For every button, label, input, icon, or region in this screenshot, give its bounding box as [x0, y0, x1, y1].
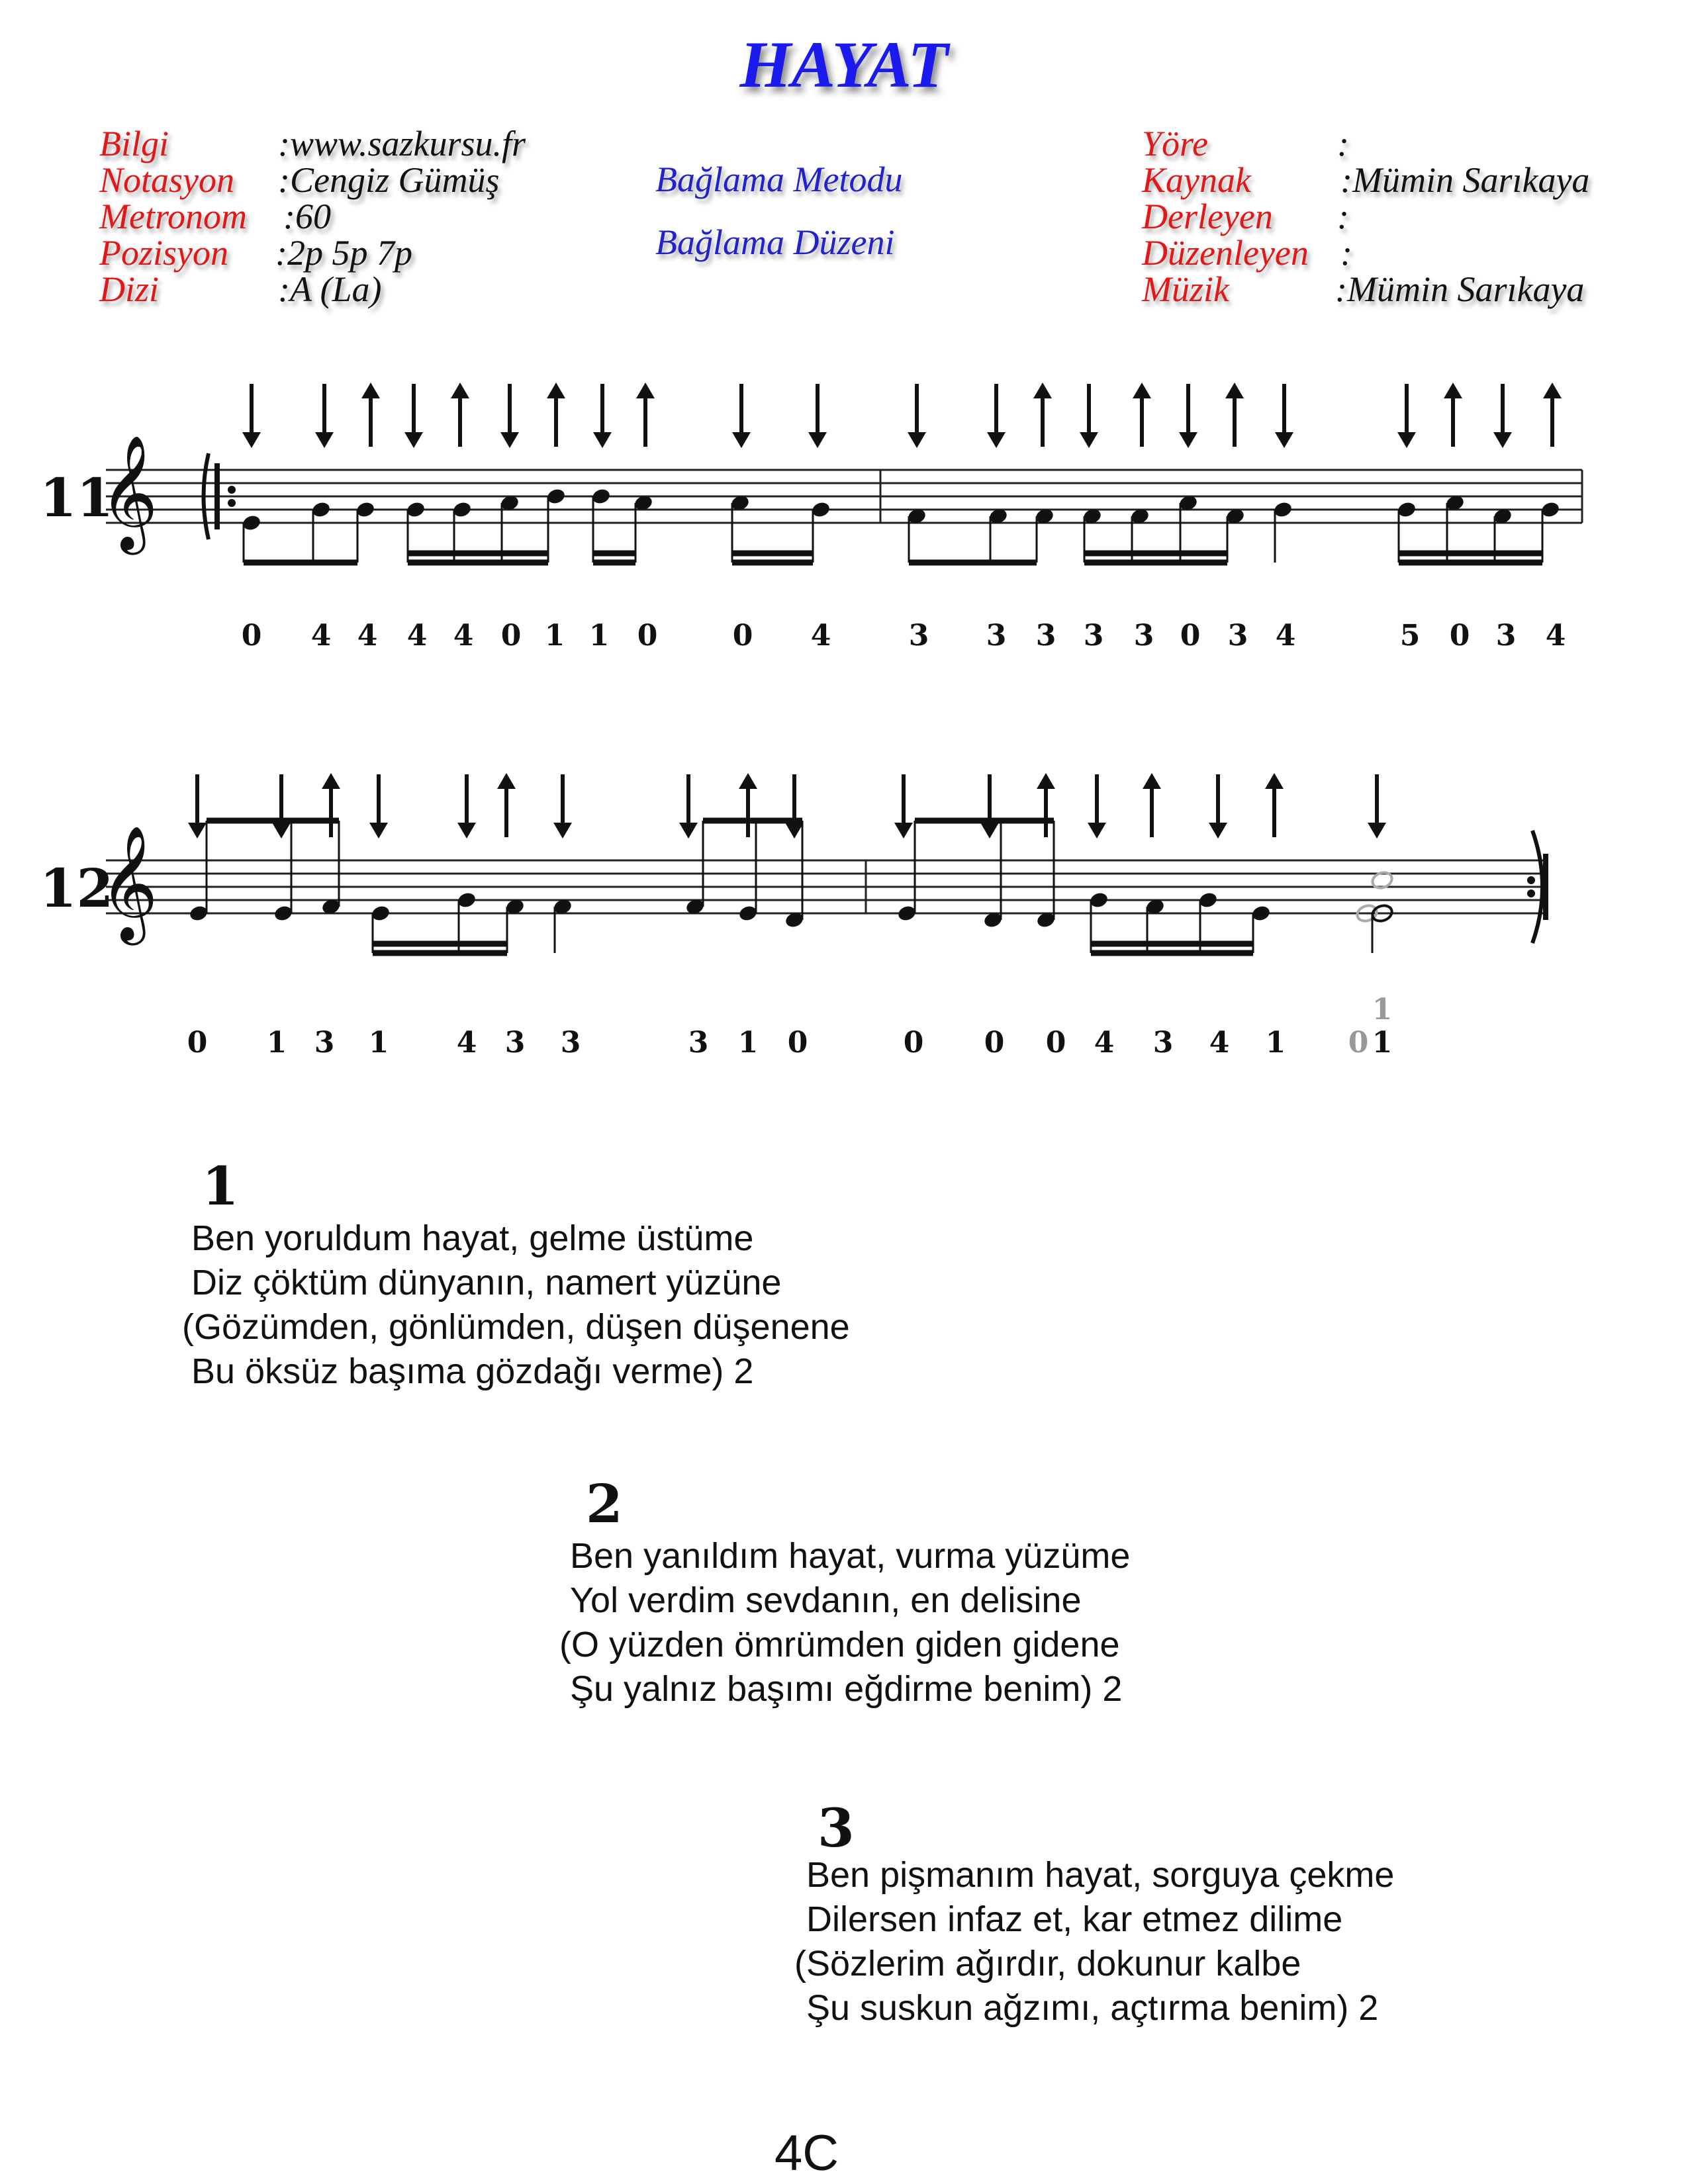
up-stroke-arrow-icon — [1543, 383, 1562, 398]
info-label: Pozisyon — [99, 233, 228, 273]
up-stroke-arrow-icon — [1444, 383, 1462, 398]
info-label: Dizi — [99, 269, 160, 309]
up-stroke-arrow-icon — [739, 773, 757, 789]
down-stroke-arrow-icon — [1179, 432, 1197, 448]
up-stroke-arrow-icon — [322, 773, 340, 789]
info-value: :60 — [283, 197, 331, 236]
info-value: :Mümin Sarıkaya — [1335, 269, 1585, 309]
info-value: :www.sazkursu.fr — [278, 124, 526, 163]
info-label: Yöre — [1142, 124, 1209, 163]
fret-number: 4 — [456, 1026, 477, 1060]
verse-1 — [182, 1216, 850, 1394]
fret-number: 1 — [368, 1026, 389, 1060]
song-title: HAYAT — [739, 28, 949, 101]
down-stroke-arrow-icon — [679, 823, 698, 839]
up-stroke-arrow-icon — [361, 383, 380, 398]
verse-line: Yol verdim sevdanın, en delisine — [570, 1580, 1082, 1620]
down-stroke-arrow-icon — [894, 823, 913, 839]
fret-number: 0 — [1045, 1026, 1066, 1060]
down-stroke-arrow-icon — [553, 823, 572, 839]
down-stroke-arrow-icon — [1493, 432, 1512, 448]
down-stroke-arrow-icon — [987, 432, 1006, 448]
info-value: :A (La) — [278, 269, 382, 309]
up-stroke-arrow-icon — [1133, 383, 1151, 398]
info-label: Bilgi — [99, 124, 169, 163]
fret-number: 4 — [406, 619, 428, 653]
down-stroke-arrow-icon — [188, 823, 207, 839]
verse-line: (Gözümden, gönlümden, düşen düşenene — [182, 1307, 850, 1347]
down-stroke-arrow-icon — [369, 823, 388, 839]
fret-number: 3 — [688, 1026, 709, 1060]
info-value: :2p 5p 7p — [275, 233, 412, 273]
fret-number: 3 — [560, 1026, 581, 1060]
fret-number: 1 — [266, 1026, 287, 1060]
down-stroke-arrow-icon — [457, 823, 476, 839]
info-value: : — [1337, 124, 1349, 163]
down-stroke-arrow-icon — [500, 432, 519, 448]
up-stroke-arrow-icon — [547, 383, 565, 398]
verse-number: 3 — [818, 1797, 855, 1859]
up-stroke-arrow-icon — [1037, 773, 1055, 789]
down-stroke-arrow-icon — [1080, 432, 1098, 448]
repeat-dot — [228, 499, 236, 507]
verse-line: Ben pişmanım hayat, sorguya çekme — [806, 1855, 1395, 1895]
fret-number: 3 — [314, 1026, 335, 1060]
info-value: : — [1337, 197, 1349, 236]
fret-number: 3 — [986, 619, 1007, 653]
fret-number: 4 — [310, 619, 332, 653]
up-stroke-arrow-icon — [1143, 773, 1161, 789]
fret-number: 3 — [504, 1026, 526, 1060]
up-stroke-arrow-icon — [451, 383, 469, 398]
verse-line: Şu yalnız başımı eğdirme benim) 2 — [570, 1669, 1123, 1709]
fret-number-upper: 1 — [1372, 993, 1393, 1026]
treble-clef: 𝄞 — [99, 435, 158, 550]
info-label: Metronom — [99, 197, 247, 236]
down-stroke-arrow-icon — [1368, 823, 1386, 839]
fret-number: 0 — [187, 1026, 208, 1060]
verse-3 — [794, 1853, 1394, 2030]
fret-number: 3 — [908, 619, 929, 653]
repeat-dot — [1527, 876, 1535, 884]
baglama-metodu-label: Bağlama Metodu — [655, 159, 903, 199]
fret-number: 3 — [1133, 619, 1154, 653]
verse-line: Diz çöktüm dünyanın, namert yüzüne — [191, 1263, 782, 1302]
info-value: :Mümin Sarıkaya — [1340, 160, 1590, 200]
fret-number: 0 — [732, 619, 753, 653]
verse-line: Bu öksüz başıma gözdağı verme) 2 — [191, 1351, 754, 1391]
info-label: Kaynak — [1142, 160, 1251, 200]
fret-number: 1 — [737, 1026, 759, 1060]
verse-line: (O yüzden ömrümden giden gidene — [559, 1625, 1120, 1664]
verse-number: 1 — [202, 1155, 239, 1217]
down-stroke-arrow-icon — [242, 432, 261, 448]
repeat-dot — [1527, 889, 1535, 897]
fret-number: 0 — [500, 619, 522, 653]
fret-number: 0 — [637, 619, 658, 653]
fret-number: 0 — [241, 619, 262, 653]
down-stroke-arrow-icon — [593, 432, 612, 448]
fret-number: 1 — [1372, 1026, 1393, 1060]
fret-number: 0 — [787, 1026, 808, 1060]
fret-number: 4 — [1094, 1026, 1115, 1060]
down-stroke-arrow-icon — [732, 432, 751, 448]
down-stroke-arrow-icon — [1275, 432, 1293, 448]
down-stroke-arrow-icon — [1088, 823, 1106, 839]
info-value: : — [1340, 233, 1352, 273]
measure-number: 12 — [40, 857, 114, 919]
verse-line: Ben yanıldım hayat, vurma yüzüme — [570, 1536, 1131, 1576]
baglama-duzeni-label: Bağlama Düzeni — [655, 222, 895, 262]
up-stroke-arrow-icon — [636, 383, 655, 398]
up-stroke-arrow-icon — [1033, 383, 1052, 398]
down-stroke-arrow-icon — [908, 432, 926, 448]
fret-number: 4 — [1275, 619, 1296, 653]
repeat-dot — [228, 486, 236, 494]
verse-line: Dilersen infaz et, kar etmez dilime — [806, 1899, 1343, 1939]
fret-number: 1 — [544, 619, 565, 653]
down-stroke-arrow-icon — [1397, 432, 1416, 448]
fret-number: 3 — [1083, 619, 1104, 653]
fret-number: 4 — [1209, 1026, 1230, 1060]
fret-number: 3 — [1035, 619, 1056, 653]
verse-line: Şu suskun ağzımı, açtırma benim) 2 — [806, 1988, 1379, 2028]
fret-number: 0 — [1348, 1026, 1369, 1060]
verse-number: 2 — [586, 1473, 623, 1535]
page-number: 4C — [774, 2125, 839, 2181]
measure-number: 11 — [40, 467, 114, 529]
info-value: :Cengiz Gümüş — [278, 160, 500, 200]
fret-number: 3 — [1227, 619, 1248, 653]
fret-number: 4 — [453, 619, 474, 653]
info-label: Derleyen — [1142, 197, 1273, 236]
fret-number: 0 — [903, 1026, 924, 1060]
up-stroke-arrow-icon — [497, 773, 516, 789]
info-label: Düzenleyen — [1142, 233, 1309, 273]
fret-number: 0 — [1180, 619, 1201, 653]
fret-number: 4 — [1545, 619, 1566, 653]
verse-line: (Sözlerim ağırdır, dokunur kalbe — [794, 1944, 1301, 1983]
verse-2 — [559, 1534, 1130, 1711]
down-stroke-arrow-icon — [808, 432, 827, 448]
fret-number: 4 — [810, 619, 831, 653]
down-stroke-arrow-icon — [980, 823, 999, 839]
info-label: Notasyon — [99, 160, 235, 200]
down-stroke-arrow-icon — [315, 432, 334, 448]
fret-number: 3 — [1495, 619, 1517, 653]
down-stroke-arrow-icon — [1209, 823, 1227, 839]
fret-number: 4 — [357, 619, 378, 653]
fret-number: 0 — [1449, 619, 1470, 653]
info-label: Müzik — [1142, 269, 1229, 309]
down-stroke-arrow-icon — [272, 823, 291, 839]
down-stroke-arrow-icon — [404, 432, 423, 448]
up-stroke-arrow-icon — [1265, 773, 1284, 789]
fret-number: 0 — [984, 1026, 1005, 1060]
up-stroke-arrow-icon — [1225, 383, 1244, 398]
fret-number: 1 — [1265, 1026, 1286, 1060]
treble-clef: 𝄞 — [99, 825, 158, 940]
verse-line: Ben yoruldum hayat, gelme üstüme — [191, 1218, 754, 1258]
fret-number: 5 — [1399, 619, 1421, 653]
down-stroke-arrow-icon — [785, 823, 804, 839]
fret-number: 1 — [588, 619, 610, 653]
fret-number: 3 — [1152, 1026, 1174, 1060]
